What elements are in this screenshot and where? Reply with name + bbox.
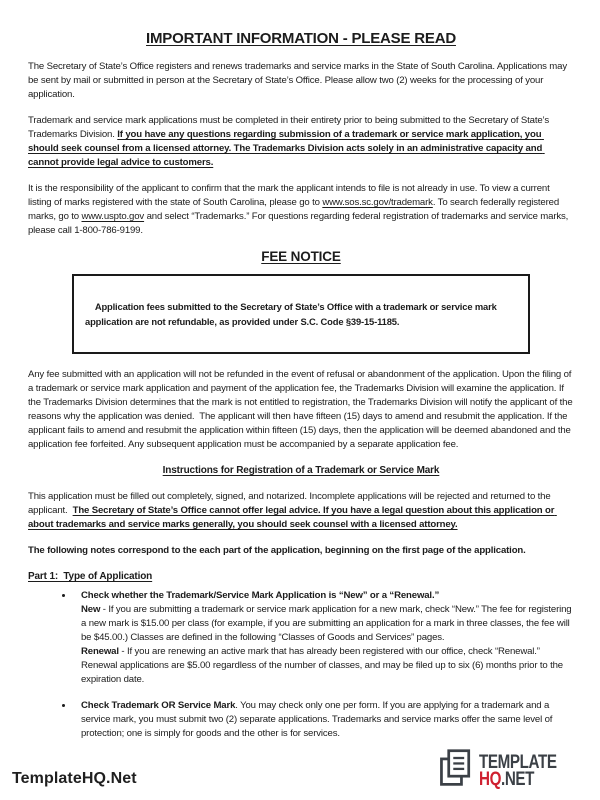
list-item: • Check whether the Trademark/Service Mark Application is “New” or a “Renewal.” New - If you are submitting a trademark or service mark application for a new mark, check “New.” The fee for registering a new mark is $15.00 per class (for example, if you are submitting an application for a mark in three classes, the fee will be $45.00.) Classes are defined in the following “Classes of Goods and Services” pages. Renewal - If you are renewing an active mark that has already been registered with our office, check “Renewal.” Renewal applications are $5.00 regardless of the number of classes, and may be filed up to six (6) months prior to the expiration date.: [74, 589, 574, 687]
logo-template-text: TEMPLATE: [479, 751, 557, 773]
document-pages-icon: [436, 747, 476, 794]
logo-hqnet-text: [479, 768, 557, 790]
fee-notice-heading: FEE NOTICE: [261, 249, 341, 264]
fee-notice-text: Application fees submitted to the Secretary of State’s Office with a trademark or service mark application are not refundable, as provided under S.C. Code §39-15-1185.: [85, 301, 500, 327]
templatehq-logo: [436, 747, 576, 794]
completion-paragraph: This application must be filled out completely, signed, and notarized. Incomplete applications will be rejected and returned to the applicant. The Secretary of State’s Office cannot offer legal advice. If you have a legal question about this application or about trademarks and service marks generally, you should seek counsel with a licensed attorney.: [28, 491, 557, 530]
logo-hq-text: HQ: [479, 768, 502, 790]
refund-policy-paragraph: Any fee submitted with an application will not be refunded in the event of refusal or abandonment of the application. Upon the filing of a trademark or service mark application and payment of the application fee, the Trademarks Division will examine the application. If the Trademarks Division determines that the mark is not entitled to registration, the Trademarks Division will notify the applicant of the reasons why the application was denied. The applicant will then have fifteen (15) days to amend and resubmit the application. If the applicant fails to amend and resubmit the application within fifteen (15) days, then the application will be deemed abandoned and the application fee forfeited. Any subsequent application must be accompanied by a separate application fee.: [28, 369, 576, 450]
part1-bullet-list: [74, 589, 574, 741]
list-item: • Check Trademark OR Service Mark. You may check only one per form. If you are applying for a trademark and a service mark, you must submit two (2) separate applications. Trademarks and service marks offer the same level of protection; one is simply for goods and the other is for services.: [74, 699, 574, 741]
part1-heading: Part 1: Type of Application: [28, 571, 153, 582]
notes-intro-paragraph: The following notes correspond to the each part of the application, beginning on the first page of the application.: [28, 545, 526, 556]
logo-text: [479, 751, 557, 790]
logo-net-text: .NET: [501, 768, 535, 790]
responsibility-paragraph: It is the responsibility of the applicant to confirm that the mark the applicant intends to file is not already in use. To view a current listing of marks registered with the state of South Carolina, please go to www.sos.sc.gov/trademark. To search federally registered marks, go to www.uspto.gov and select “Trademarks.” For questions regarding federal registration of trademarks and service marks, please call 1-800-786-9199.: [28, 183, 571, 236]
submission-paragraph: Trademark and service mark applications must be completed in their entirety prior to being submitted to the Secretary of State’s Trademarks Division. If you have any questions regarding submission of a trademark or service mark application, you should seek counsel from a licensed attorney. The Trademarks Division acts solely in an administrative capacity and cannot provide legal advice to customers.: [28, 115, 552, 168]
intro-paragraph: The Secretary of State’s Office registers and renews trademarks and service marks in the State of South Carolina. Applications may be sent by mail or submitted in person at the Secretary of State’s Office. Please allow two (2) weeks for the processing of your application.: [28, 61, 570, 100]
watermark-text: TemplateHQ.Net: [12, 770, 137, 787]
fee-notice-box: [72, 274, 530, 354]
document-title: IMPORTANT INFORMATION - PLEASE READ: [146, 30, 456, 47]
instructions-heading: Instructions for Registration of a Trademark or Service Mark: [162, 465, 440, 476]
